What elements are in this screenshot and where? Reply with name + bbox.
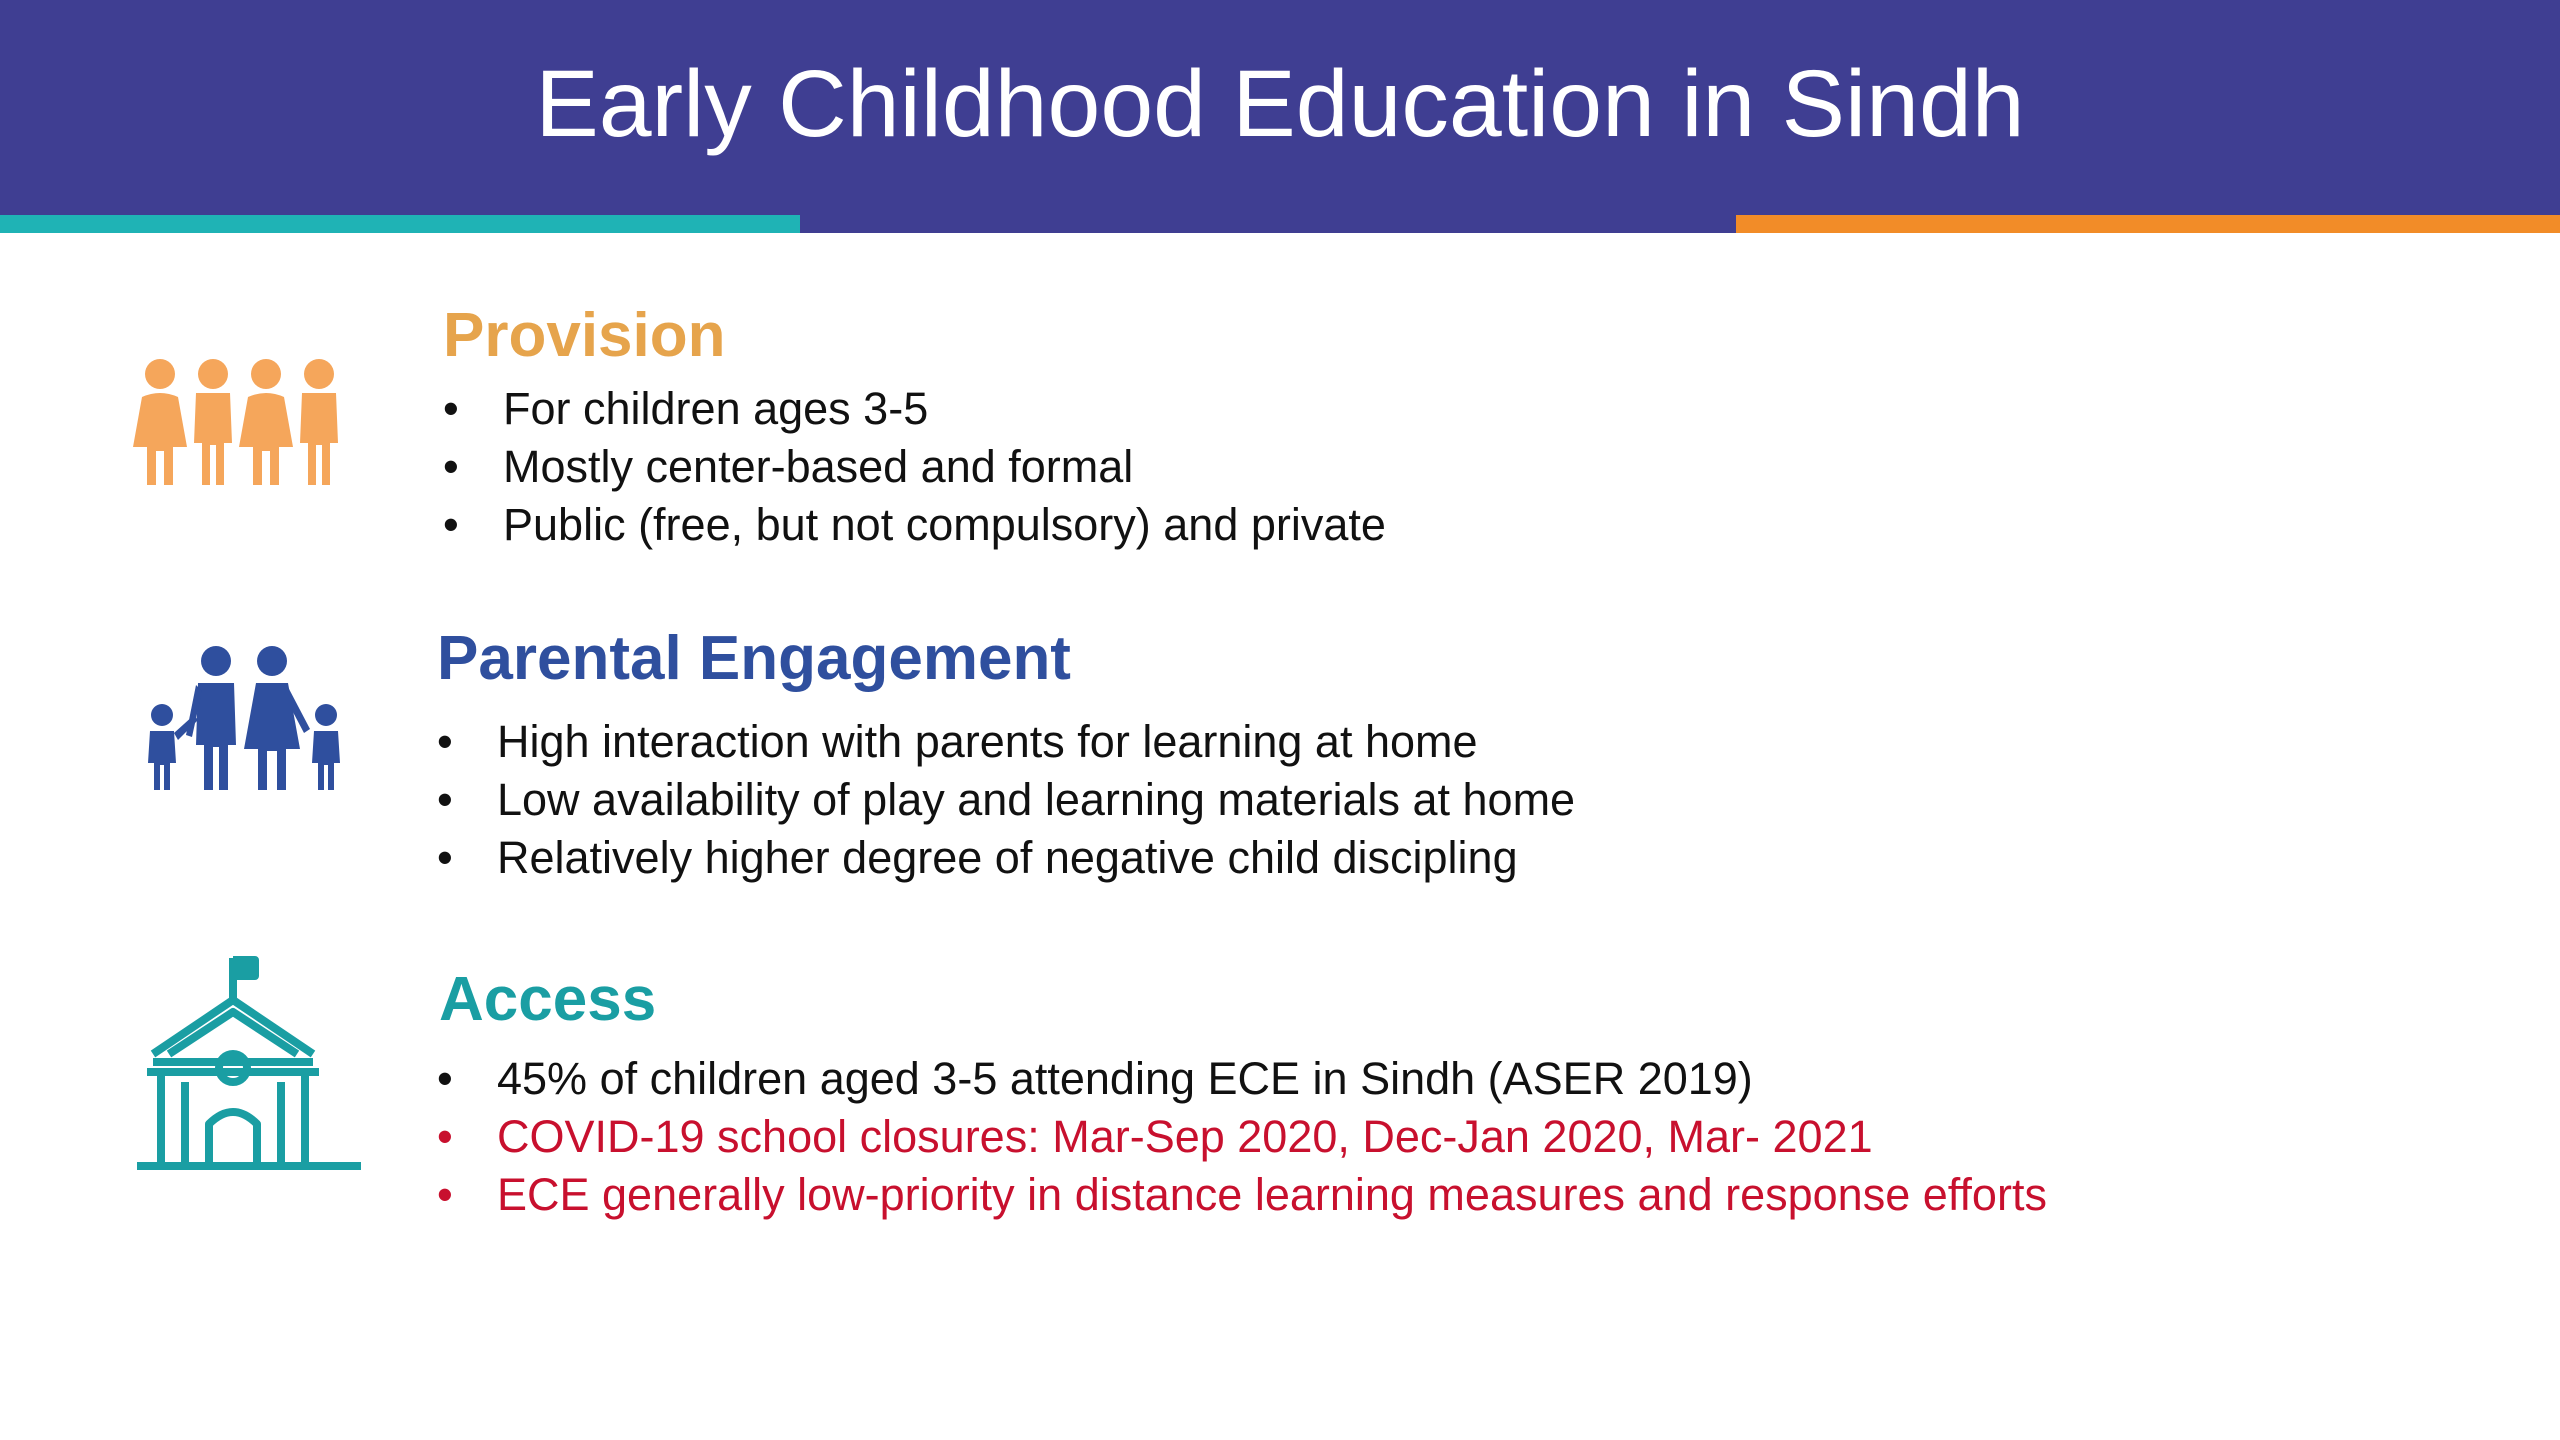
bullet-marker: •: [437, 1169, 453, 1220]
family-icon: [140, 645, 350, 795]
bullet-text: Low availability of play and learning materials at home: [497, 774, 1576, 825]
bullet-marker: •: [437, 1111, 453, 1162]
bullet-text: Public (free, but not compulsory) and private: [503, 499, 1386, 550]
title-banner: [0, 0, 2560, 233]
school-building-icon: [133, 952, 365, 1172]
bullet-marker: •: [437, 832, 453, 883]
bullet-text: High interaction with parents for learning at home: [497, 716, 1478, 767]
list-item: [437, 829, 1575, 887]
slide-title: Early Childhood Education in Sindh: [535, 51, 2025, 157]
list-item: [443, 438, 1386, 496]
bullet-marker: •: [443, 383, 459, 434]
bullet-marker: •: [437, 1053, 453, 1104]
bullet-marker: •: [437, 774, 453, 825]
bullet-text: 45% of children aged 3-5 attending ECE in Sindh (ASER 2019): [497, 1053, 1753, 1104]
bullet-text: Relatively higher degree of negative child discipling: [497, 832, 1518, 883]
bullet-text: For children ages 3-5: [503, 383, 929, 434]
access-bullet-list: [437, 1050, 2047, 1224]
list-item: [443, 380, 1386, 438]
list-item: [437, 1166, 2047, 1224]
bullet-marker: •: [443, 499, 459, 550]
list-item: [437, 1050, 2047, 1108]
children-group-icon: [133, 355, 353, 490]
list-item: [437, 1108, 2047, 1166]
list-item: [437, 713, 1575, 771]
bullet-text: COVID-19 school closures: Mar-Sep 2020, Dec-Jan 2020, Mar- 2021: [497, 1111, 1873, 1162]
accent-bar-teal: [0, 215, 800, 233]
bullet-marker: •: [443, 441, 459, 492]
parental-engagement-heading: Parental Engagement: [437, 624, 1071, 693]
provision-heading: Provision: [443, 301, 726, 370]
accent-bar-orange: [1736, 215, 2560, 233]
list-item: [437, 771, 1575, 829]
bullet-text: Mostly center-based and formal: [503, 441, 1134, 492]
access-heading: Access: [439, 965, 657, 1034]
provision-bullet-list: [443, 380, 1386, 554]
parental-bullet-list: [437, 713, 1575, 887]
bullet-marker: •: [437, 716, 453, 767]
bullet-text: ECE generally low-priority in distance learning measures and response efforts: [497, 1169, 2047, 1220]
list-item: [443, 496, 1386, 554]
